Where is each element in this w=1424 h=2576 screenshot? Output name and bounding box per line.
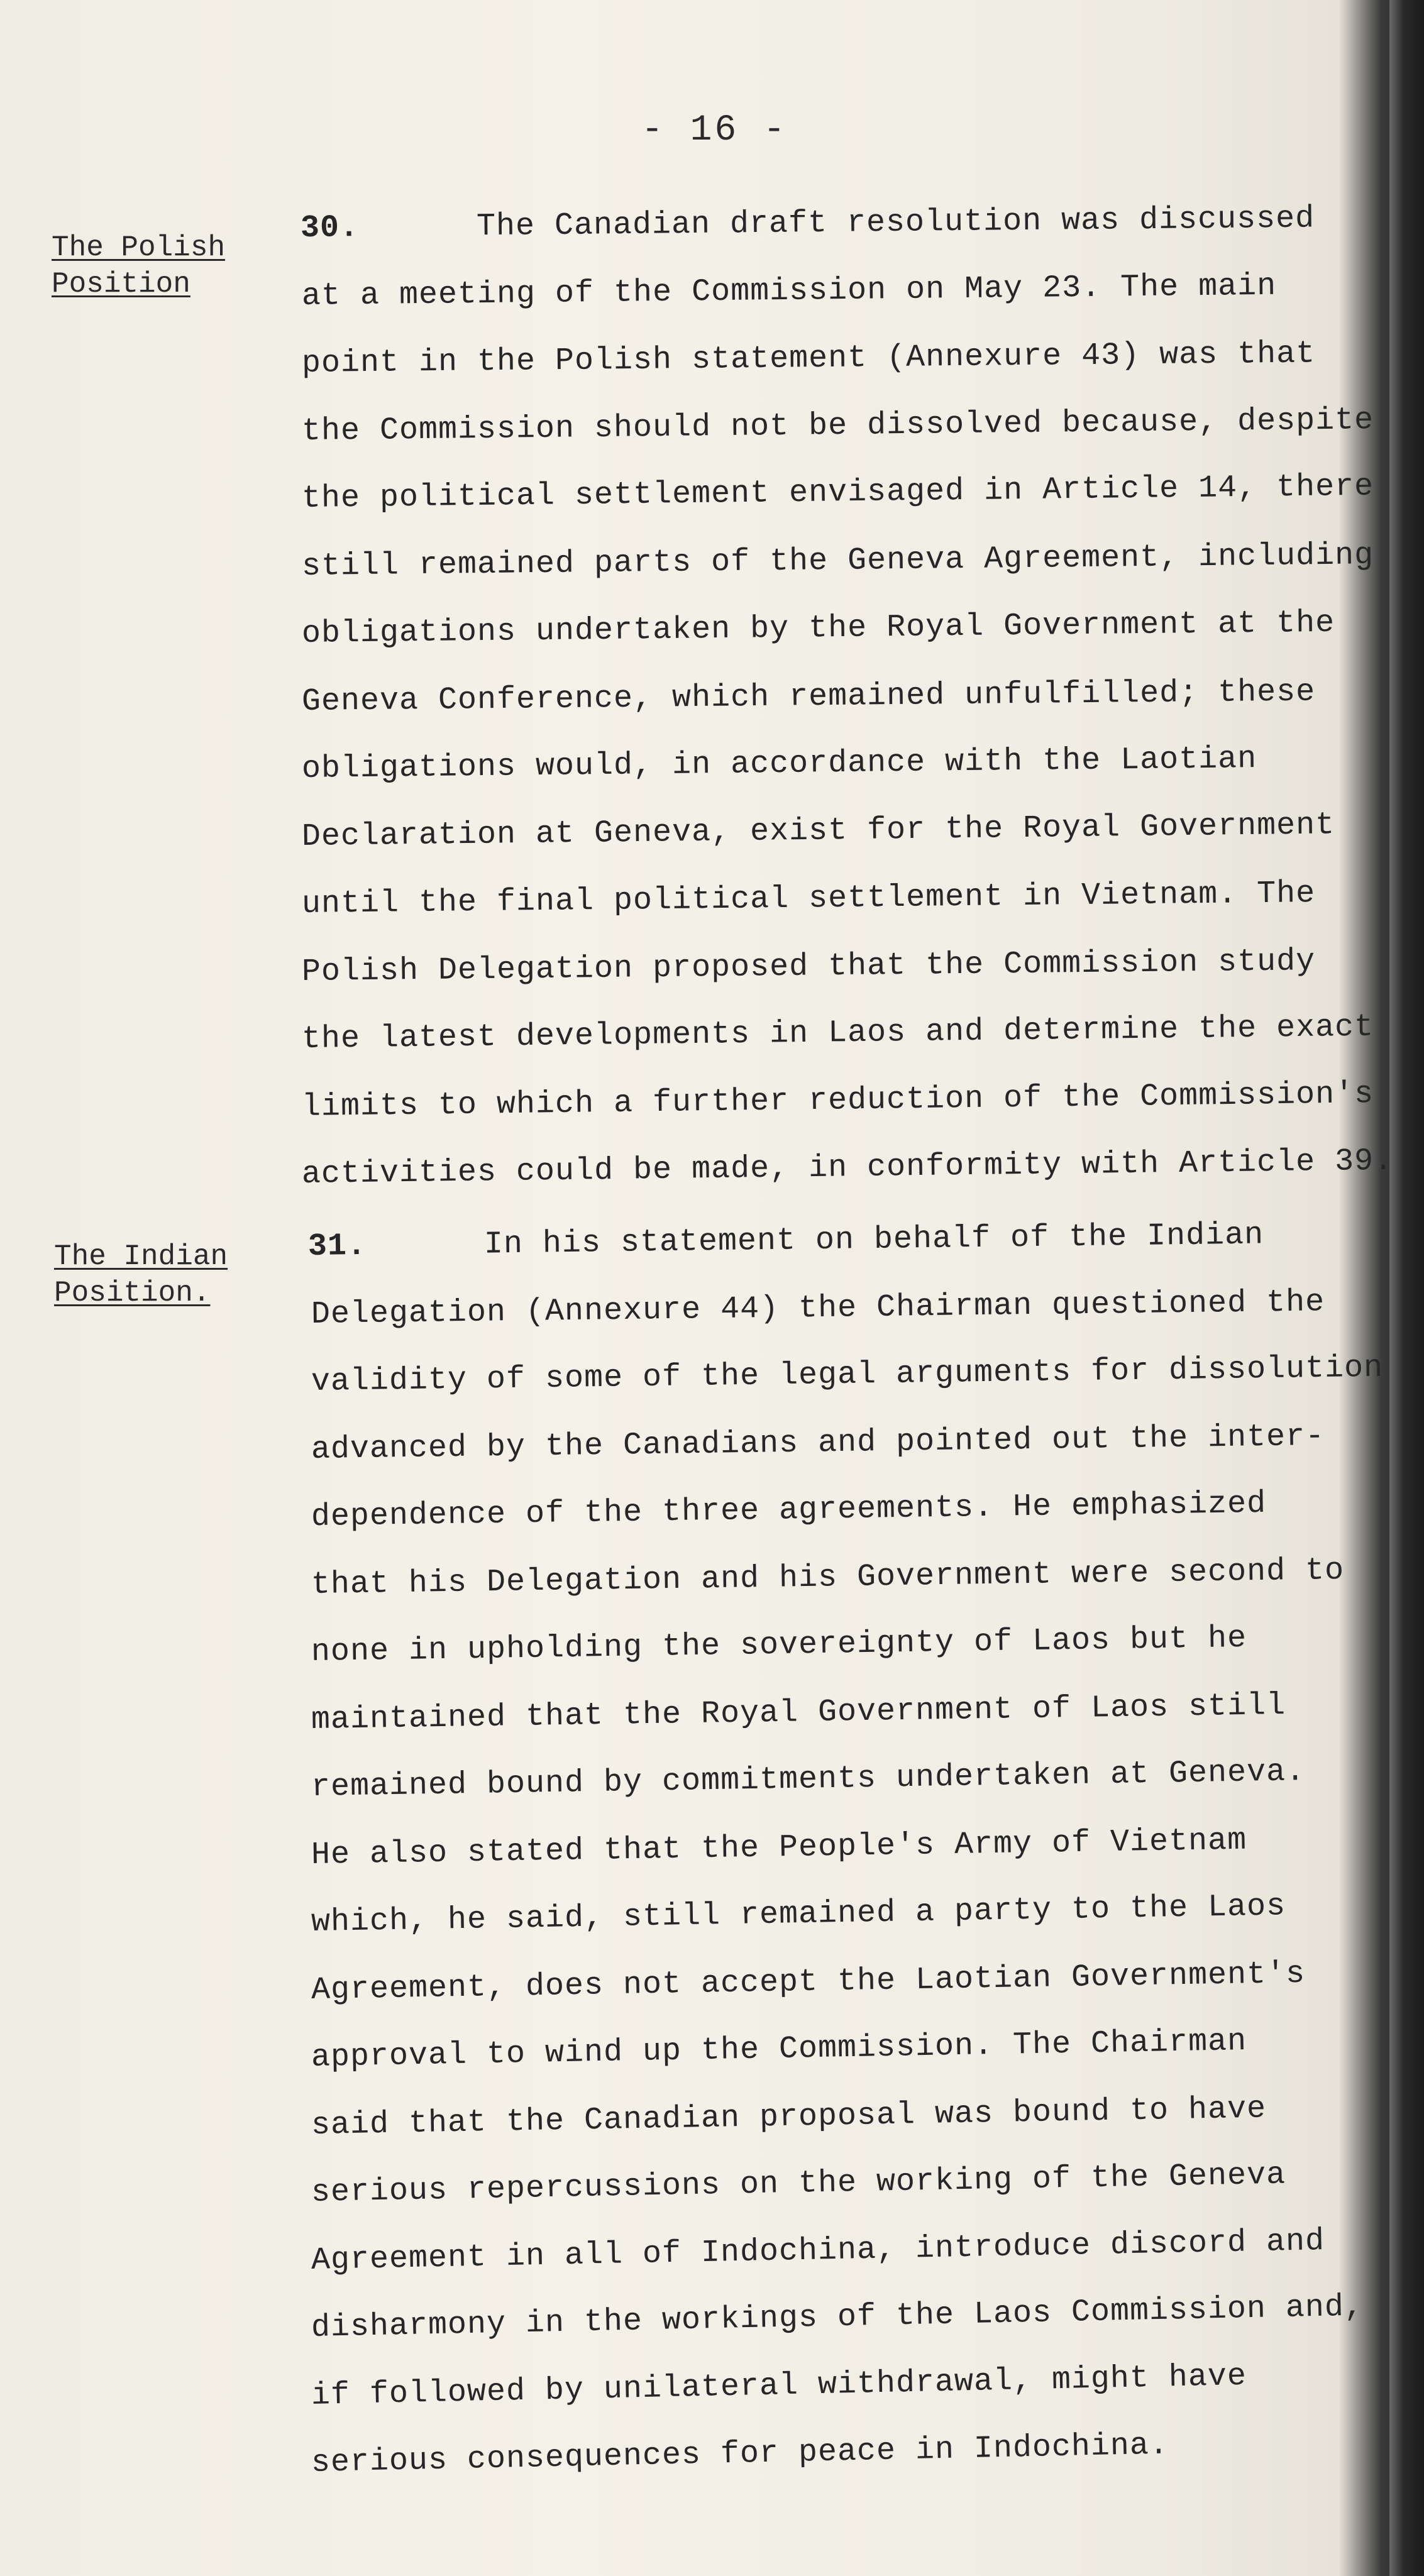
paragraph-number: 31. [307, 1228, 367, 1265]
text-line: serious consequences for peace in Indochina. [311, 2427, 1169, 2481]
text-line: which, he said, still remained a party to the Laos [311, 1888, 1286, 1940]
text-line: obligations undertaken by the Royal Government at the [301, 605, 1335, 652]
text-line: activities could be made, in conformity with Article 39. [301, 1143, 1394, 1192]
margin-heading-polish-position [52, 229, 225, 302]
text-line: the latest developments in Laos and determine the exact [301, 1009, 1374, 1057]
text-line: said that the Canadian proposal was bound to have [311, 2090, 1267, 2144]
text-line: He also stated that the People's Army of Vietnam [311, 1822, 1247, 1873]
scanner-edge [1389, 0, 1424, 2576]
text-line-content: The Canadian draft resolution was discussed [476, 201, 1315, 245]
text-line-content: In his statement on behalf of the Indian [483, 1217, 1264, 1263]
heading-line: The Polish [52, 231, 226, 264]
text-line: Geneva Conference, which remained unfulfilled; these [301, 674, 1316, 720]
text-line: if followed by unilateral withdrawal, might have [311, 2358, 1247, 2414]
margin-heading-indian-position [54, 1238, 228, 1311]
paragraph-number: 30. [300, 210, 360, 246]
text-line: approval to wind up the Commission. The Chairman [311, 2023, 1247, 2076]
text-line: disharmony in the workings of the Laos Commission and, [311, 2289, 1364, 2346]
text-line: Polish Delegation proposed that the Commission study [301, 943, 1316, 990]
text-line: still remained parts of the Geneva Agreement, including [301, 537, 1374, 585]
text-line: limits to which a further reduction of the Commission's [301, 1076, 1374, 1125]
text-line [301, 201, 1315, 246]
text-line: obligations would, in accordance with the Laotian [301, 741, 1257, 787]
text-line [308, 1217, 1264, 1265]
heading-line: Position. [54, 1277, 211, 1309]
text-line: remained bound by commitments undertaken at Geneva. [311, 1754, 1306, 1805]
text-line: the Commission should not be dissolved because, despite [301, 402, 1374, 449]
text-line: none in upholding the sovereignty of Laos but he [311, 1620, 1247, 1670]
text-line: that his Delegation and his Government were second to [311, 1552, 1345, 1603]
text-line: dependence of the three agreements. He emphasized [311, 1485, 1267, 1535]
text-line: serious repercussions on the working of the Geneva [311, 2157, 1286, 2211]
text-line: advanced by the Canadians and pointed out the inter- [311, 1418, 1325, 1468]
heading-line: The Indian [54, 1240, 228, 1273]
heading-line: Position [52, 268, 190, 300]
text-line: Agreement, does not accept the Laotian Government's [311, 1956, 1306, 2008]
text-line: the political settlement envisaged in Article 14, there [301, 468, 1374, 517]
text-line: Agreement in all of Indochina, introduce discord and [311, 2223, 1325, 2279]
text-line: maintained that the Royal Government of Laos still [311, 1687, 1286, 1738]
text-line: validity of some of the legal arguments for dissolution [311, 1350, 1384, 1400]
text-line: Declaration at Geneva, exist for the Royal Government [301, 806, 1335, 855]
page-number: - 16 - [641, 110, 788, 151]
text-line: point in the Polish statement (Annexure 43) was that [301, 336, 1316, 382]
text-line: Delegation (Annexure 44) the Chairman questioned the [311, 1284, 1325, 1333]
text-line: at a meeting of the Commission on May 23. The main [301, 268, 1277, 314]
text-line: until the final political settlement in Vietnam. The [301, 876, 1316, 922]
